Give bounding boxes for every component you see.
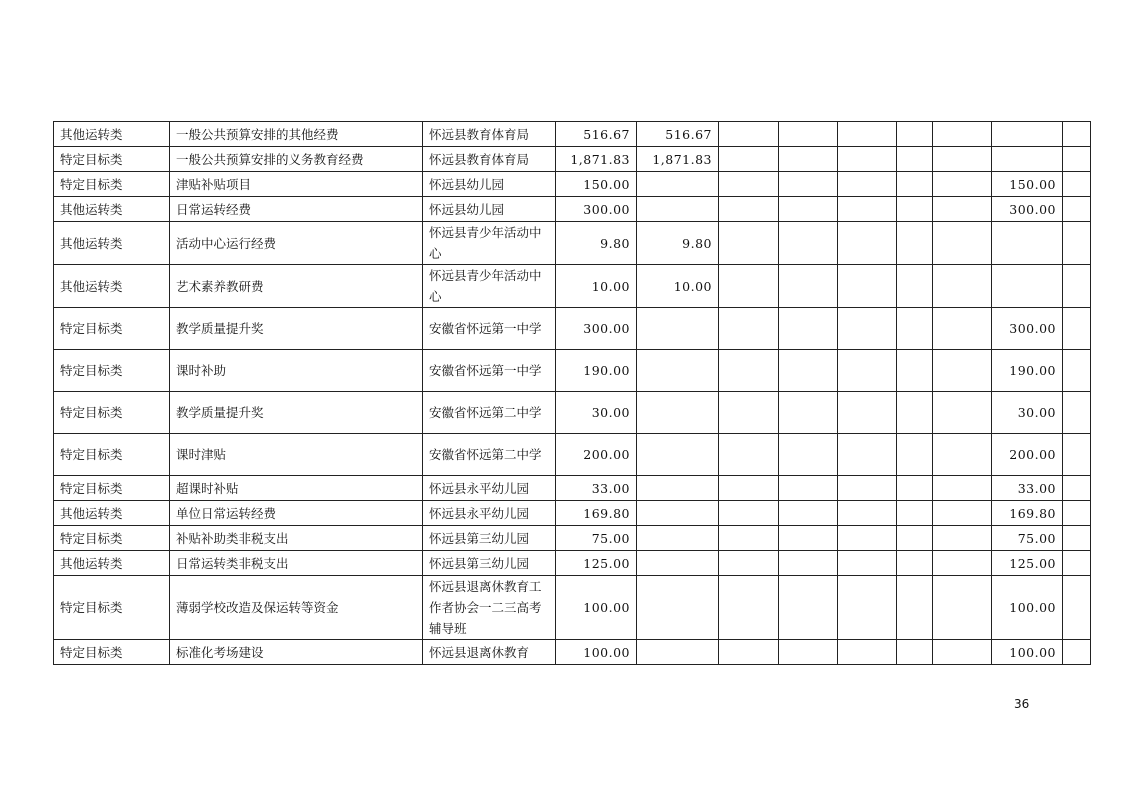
table-row [54,122,1091,147]
project-name-cell: 课时津贴 [170,434,423,476]
project-name-cell: 日常运转经费 [170,197,423,222]
general-budget-cell [637,197,719,222]
total-amount-cell: 9.80 [556,222,637,265]
total-amount-cell: 125.00 [556,551,637,576]
empty-cell [719,476,779,501]
unit-cell: 怀远县第三幼儿园 [423,551,556,576]
empty-cell [779,222,838,265]
other-funds-cell: 30.00 [992,392,1063,434]
other-funds-cell: 33.00 [992,476,1063,501]
general-budget-cell: 1,871.83 [637,147,719,172]
general-budget-cell [637,172,719,197]
empty-cell [933,640,992,665]
empty-cell [1063,350,1091,392]
empty-cell [779,265,838,308]
empty-cell [779,526,838,551]
other-funds-cell [992,265,1063,308]
project-name-cell: 单位日常运转经费 [170,501,423,526]
empty-cell [1063,434,1091,476]
empty-cell [1063,172,1091,197]
category-cell: 特定目标类 [54,350,170,392]
other-funds-cell: 300.00 [992,308,1063,350]
total-amount-cell: 100.00 [556,640,637,665]
category-cell: 特定目标类 [54,172,170,197]
empty-cell [933,308,992,350]
unit-cell: 怀远县教育体育局 [423,122,556,147]
table-row [54,308,1091,350]
unit-cell: 安徽省怀远第二中学 [423,434,556,476]
total-amount-cell: 190.00 [556,350,637,392]
table-row [54,222,1091,265]
table-row [54,476,1091,501]
other-funds-cell: 190.00 [992,350,1063,392]
empty-cell [897,308,933,350]
project-name-cell: 一般公共预算安排的义务教育经费 [170,147,423,172]
empty-cell [719,434,779,476]
page-number: 36 [1014,697,1030,711]
empty-cell [1063,122,1091,147]
empty-cell [719,122,779,147]
unit-cell: 怀远县退离休教育工作者协会一二三高考辅导班 [423,576,556,640]
category-cell: 其他运转类 [54,551,170,576]
project-name-cell: 津贴补贴项目 [170,172,423,197]
total-amount-cell: 150.00 [556,172,637,197]
empty-cell [779,501,838,526]
table-row [54,172,1091,197]
empty-cell [779,172,838,197]
empty-cell [719,392,779,434]
general-budget-cell [637,434,719,476]
category-cell: 特定目标类 [54,476,170,501]
other-funds-cell [992,147,1063,172]
empty-cell [933,222,992,265]
unit-cell: 怀远县永平幼儿园 [423,501,556,526]
empty-cell [719,640,779,665]
total-amount-cell: 75.00 [556,526,637,551]
category-cell: 特定目标类 [54,526,170,551]
table-row [54,392,1091,434]
other-funds-cell: 100.00 [992,640,1063,665]
empty-cell [933,350,992,392]
table-row [54,576,1091,640]
empty-cell [897,122,933,147]
total-amount-cell: 1,871.83 [556,147,637,172]
empty-cell [838,265,897,308]
other-funds-cell: 300.00 [992,197,1063,222]
empty-cell [1063,526,1091,551]
general-budget-cell [637,350,719,392]
total-amount-cell: 33.00 [556,476,637,501]
empty-cell [1063,640,1091,665]
other-funds-cell: 100.00 [992,576,1063,640]
empty-cell [897,526,933,551]
empty-cell [933,576,992,640]
general-budget-cell [637,526,719,551]
project-name-cell: 标准化考场建设 [170,640,423,665]
table-row [54,501,1091,526]
other-funds-cell [992,222,1063,265]
general-budget-cell [637,640,719,665]
empty-cell [838,222,897,265]
table-row [54,350,1091,392]
general-budget-cell [637,576,719,640]
table-row [54,526,1091,551]
project-name-cell: 教学质量提升奖 [170,392,423,434]
empty-cell [719,576,779,640]
empty-cell [933,147,992,172]
empty-cell [897,576,933,640]
empty-cell [1063,476,1091,501]
empty-cell [838,172,897,197]
category-cell: 其他运转类 [54,265,170,308]
empty-cell [779,640,838,665]
unit-cell: 安徽省怀远第一中学 [423,350,556,392]
empty-cell [779,434,838,476]
unit-cell: 安徽省怀远第一中学 [423,308,556,350]
empty-cell [933,526,992,551]
empty-cell [779,551,838,576]
total-amount-cell: 200.00 [556,434,637,476]
empty-cell [779,350,838,392]
empty-cell [779,392,838,434]
empty-cell [838,122,897,147]
empty-cell [897,501,933,526]
empty-cell [779,476,838,501]
empty-cell [779,147,838,172]
total-amount-cell: 300.00 [556,308,637,350]
table-row [54,551,1091,576]
empty-cell [1063,576,1091,640]
empty-cell [1063,147,1091,172]
total-amount-cell: 300.00 [556,197,637,222]
empty-cell [719,551,779,576]
general-budget-cell [637,392,719,434]
project-name-cell: 教学质量提升奖 [170,308,423,350]
empty-cell [838,350,897,392]
unit-cell: 怀远县第三幼儿园 [423,526,556,551]
empty-cell [719,265,779,308]
empty-cell [933,551,992,576]
category-cell: 特定目标类 [54,576,170,640]
empty-cell [897,640,933,665]
empty-cell [897,172,933,197]
table-row [54,265,1091,308]
empty-cell [897,476,933,501]
other-funds-cell: 125.00 [992,551,1063,576]
total-amount-cell: 100.00 [556,576,637,640]
empty-cell [838,640,897,665]
empty-cell [838,501,897,526]
project-name-cell: 课时补助 [170,350,423,392]
budget-table [53,121,1091,665]
empty-cell [897,434,933,476]
unit-cell: 怀远县退离休教育 [423,640,556,665]
empty-cell [838,551,897,576]
total-amount-cell: 516.67 [556,122,637,147]
table-row [54,640,1091,665]
empty-cell [838,197,897,222]
empty-cell [897,350,933,392]
empty-cell [897,222,933,265]
general-budget-cell [637,476,719,501]
empty-cell [719,526,779,551]
empty-cell [719,350,779,392]
other-funds-cell: 75.00 [992,526,1063,551]
category-cell: 特定目标类 [54,640,170,665]
unit-cell: 怀远县教育体育局 [423,147,556,172]
unit-cell: 怀远县永平幼儿园 [423,476,556,501]
empty-cell [933,122,992,147]
general-budget-cell [637,501,719,526]
project-name-cell: 一般公共预算安排的其他经费 [170,122,423,147]
unit-cell: 安徽省怀远第二中学 [423,392,556,434]
project-name-cell: 补贴补助类非税支出 [170,526,423,551]
empty-cell [838,434,897,476]
total-amount-cell: 30.00 [556,392,637,434]
general-budget-cell [637,551,719,576]
empty-cell [1063,501,1091,526]
empty-cell [838,392,897,434]
project-name-cell: 超课时补贴 [170,476,423,501]
total-amount-cell: 10.00 [556,265,637,308]
category-cell: 特定目标类 [54,434,170,476]
empty-cell [779,122,838,147]
table-row [54,197,1091,222]
empty-cell [933,197,992,222]
empty-cell [719,501,779,526]
empty-cell [897,551,933,576]
category-cell: 其他运转类 [54,122,170,147]
empty-cell [897,392,933,434]
empty-cell [933,172,992,197]
empty-cell [838,526,897,551]
general-budget-cell [637,308,719,350]
empty-cell [719,172,779,197]
empty-cell [779,197,838,222]
category-cell: 特定目标类 [54,392,170,434]
empty-cell [897,147,933,172]
empty-cell [1063,392,1091,434]
table-body [54,122,1091,665]
empty-cell [719,308,779,350]
unit-cell: 怀远县幼儿园 [423,197,556,222]
empty-cell [1063,197,1091,222]
empty-cell [933,392,992,434]
general-budget-cell: 516.67 [637,122,719,147]
category-cell: 特定目标类 [54,308,170,350]
other-funds-cell: 200.00 [992,434,1063,476]
empty-cell [897,265,933,308]
category-cell: 其他运转类 [54,197,170,222]
empty-cell [933,501,992,526]
project-name-cell: 薄弱学校改造及保运转等资金 [170,576,423,640]
empty-cell [1063,265,1091,308]
empty-cell [1063,551,1091,576]
empty-cell [897,197,933,222]
empty-cell [779,576,838,640]
empty-cell [933,265,992,308]
unit-cell: 怀远县青少年活动中心 [423,222,556,265]
empty-cell [838,308,897,350]
project-name-cell: 日常运转类非税支出 [170,551,423,576]
empty-cell [838,476,897,501]
unit-cell: 怀远县幼儿园 [423,172,556,197]
category-cell: 特定目标类 [54,147,170,172]
total-amount-cell: 169.80 [556,501,637,526]
empty-cell [933,476,992,501]
empty-cell [779,308,838,350]
project-name-cell: 活动中心运行经费 [170,222,423,265]
other-funds-cell: 150.00 [992,172,1063,197]
empty-cell [719,222,779,265]
unit-cell: 怀远县青少年活动中心 [423,265,556,308]
table-row [54,434,1091,476]
empty-cell [1063,308,1091,350]
project-name-cell: 艺术素养教研费 [170,265,423,308]
empty-cell [719,147,779,172]
other-funds-cell: 169.80 [992,501,1063,526]
empty-cell [838,576,897,640]
general-budget-cell: 9.80 [637,222,719,265]
empty-cell [838,147,897,172]
empty-cell [933,434,992,476]
empty-cell [1063,222,1091,265]
category-cell: 其他运转类 [54,222,170,265]
other-funds-cell [992,122,1063,147]
category-cell: 其他运转类 [54,501,170,526]
table-row [54,147,1091,172]
empty-cell [719,197,779,222]
general-budget-cell: 10.00 [637,265,719,308]
